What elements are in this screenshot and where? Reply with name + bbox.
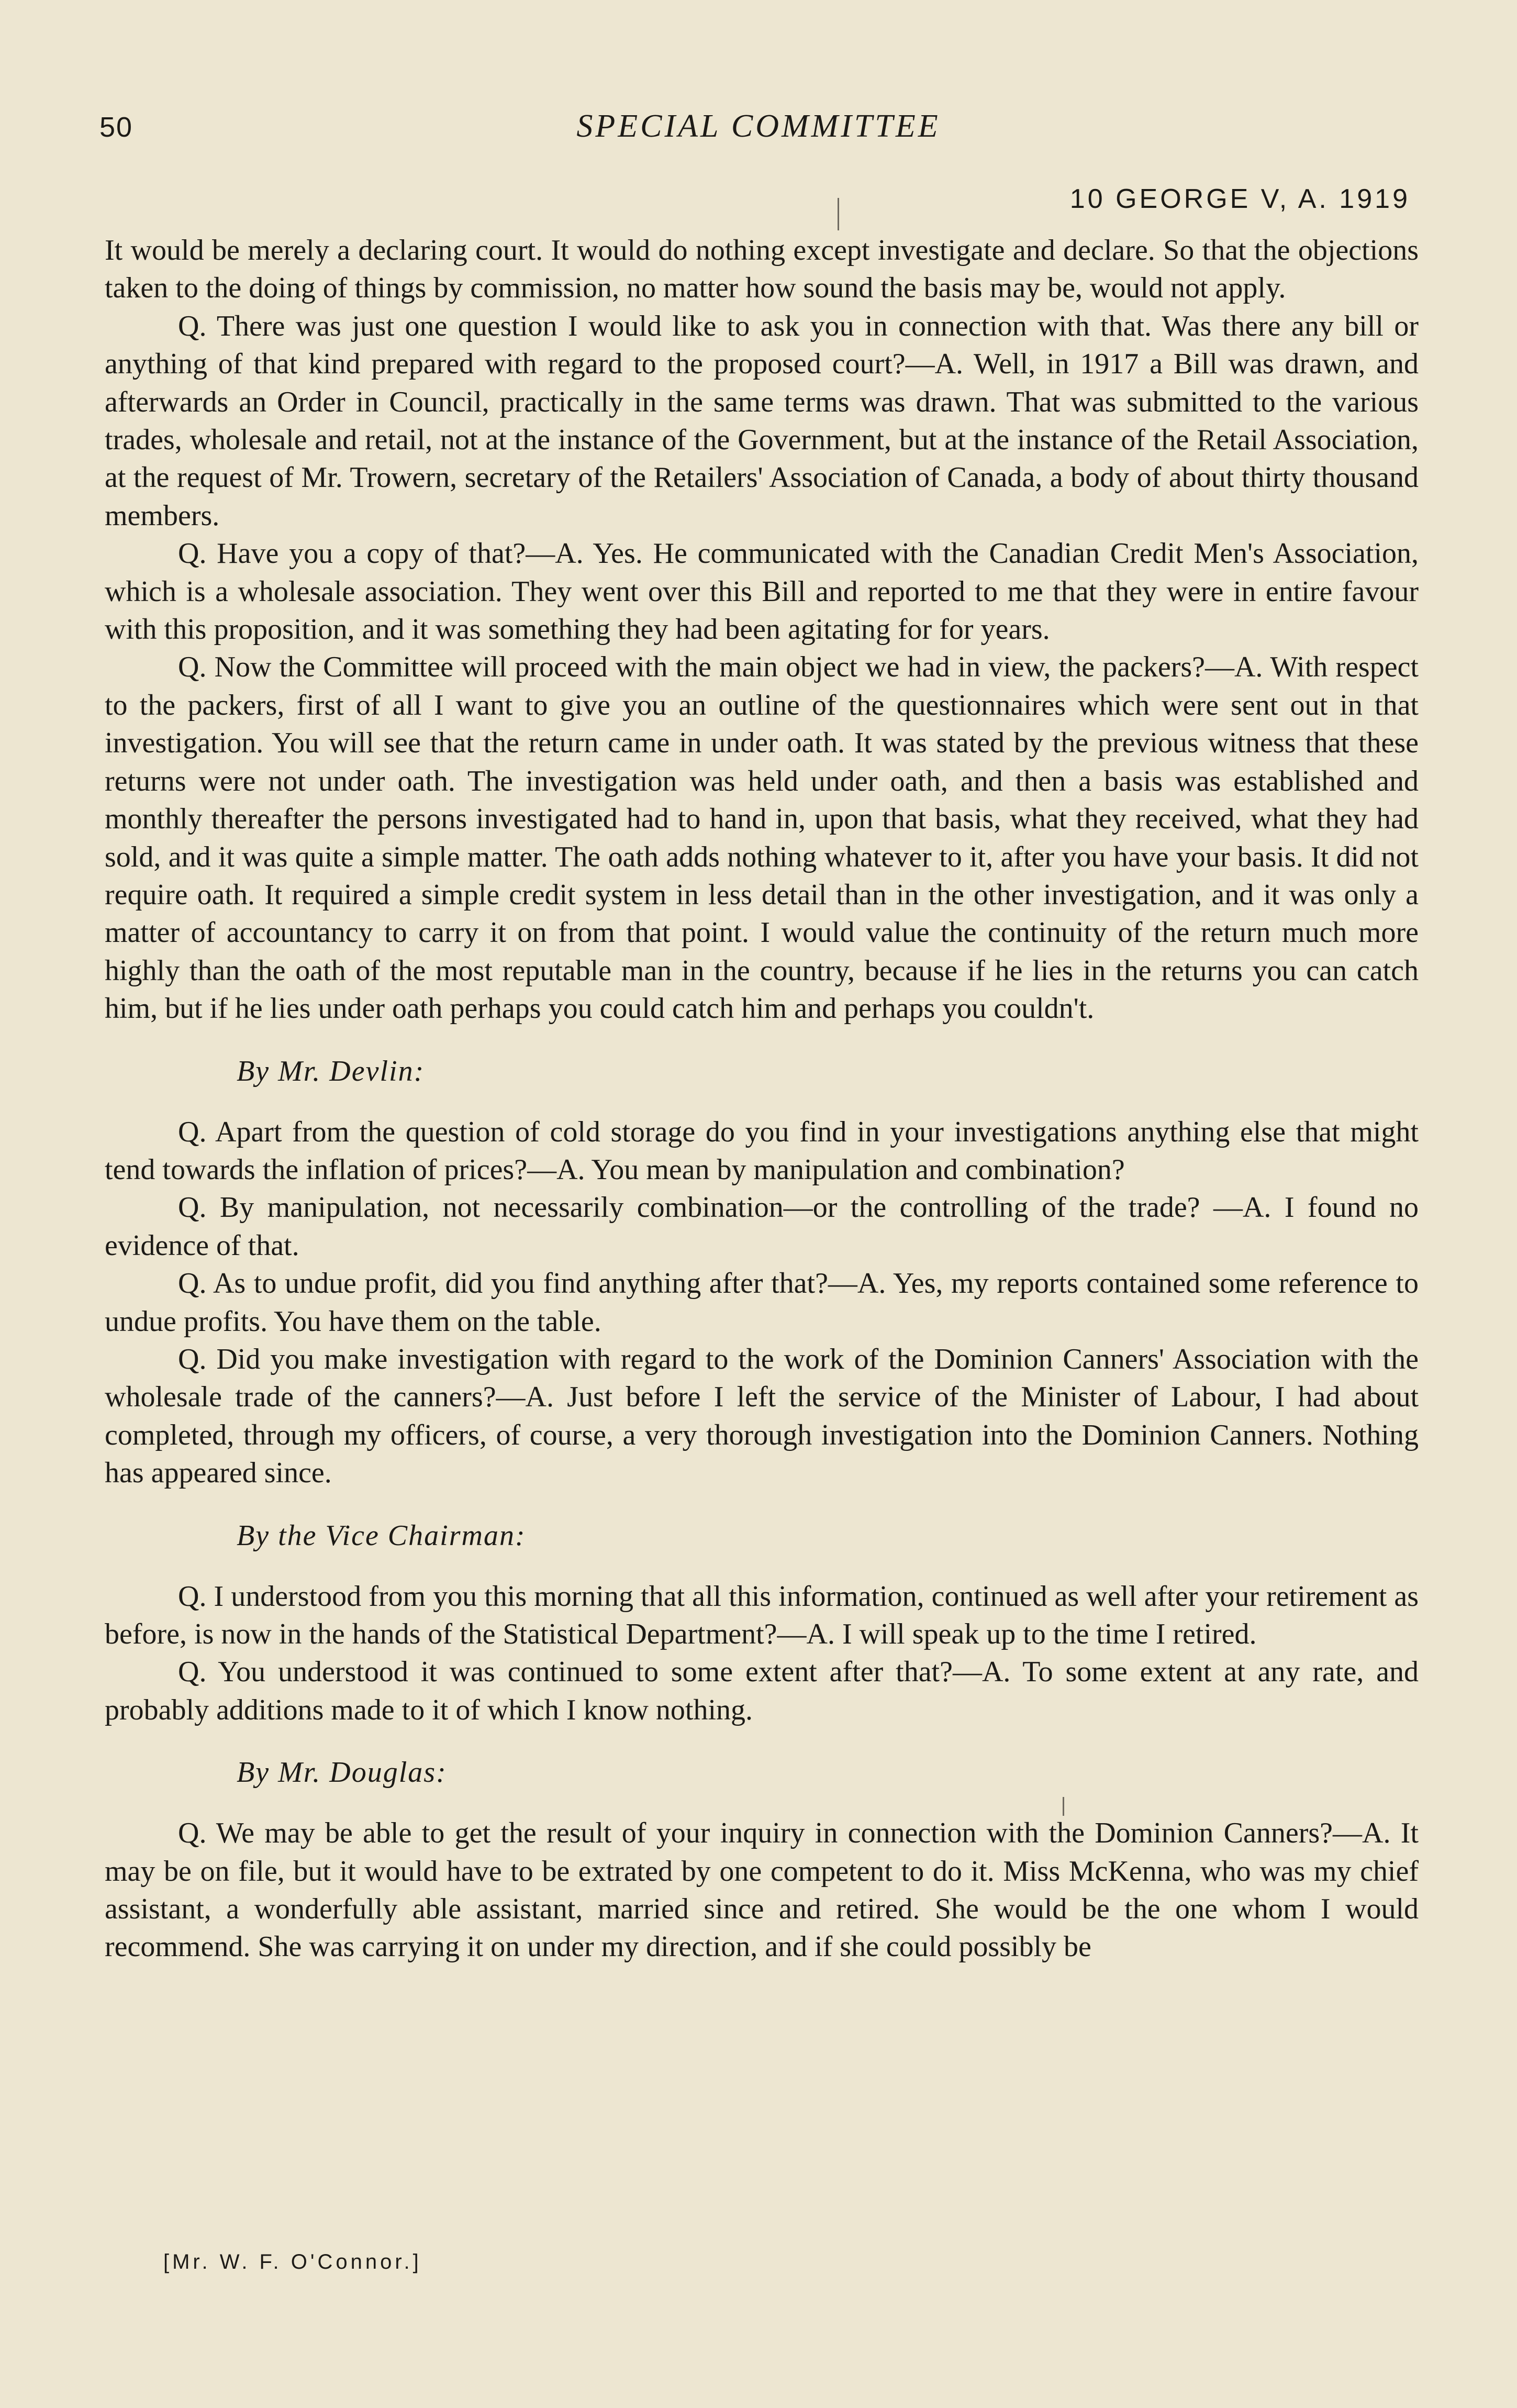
- paragraph: Q. Now the Committee will proceed with the main object we had in view, the packers?—A. With respect to the packers, first of all I want to give you an outline of the questionnaires which were sent out in that investigation. You will see that the return came in under oath. It was stated by the previous witness that these returns were not under oath. The investigation was held under oath, and then a basis was established and monthly thereafter the persons investigated had to hand in, upon that basis, what they received, what they had sold, and it was quite a simple matter. The oath adds nothing whatever to it, after you have your basis. It did not require oath. It required a simple credit system in less detail than in the other investigation, and it was only a matter of accountancy to carry it on from that point. I would value the continuity of the return much more highly than the oath of the most reputable man in the country, because if he lies in the returns you can catch him, but if he lies under oath perhaps you could catch him and perhaps you couldn't.: [105, 651, 1419, 1025]
- running-head: SPECIAL COMMITTEE: [576, 108, 941, 144]
- paragraph: Q. Apart from the question of cold storage do you find in your investigations anything else that might tend towards the inflation of prices?—A. You mean by manipulation and combination?: [105, 1115, 1419, 1186]
- paragraph: Q. Did you make investigation with regard to the work of the Dominion Canners' Association with the wholesale trade of the canners?—A. Just before I left the service of the Minister of Labour, I had about completed, through my officers, of course, a very thorough investigation into the Dominion Canners. Nothing has appeared since.: [105, 1342, 1419, 1490]
- paragraph: Q. By manipulation, not necessarily combination—or the controlling of the trade? —A. I found no evidence of that.: [105, 1191, 1419, 1262]
- page-number: 50: [99, 112, 133, 143]
- paragraph: Q. Have you a copy of that?—A. Yes. He communicated with the Canadian Credit Men's Association, which is a wholesale association. They went over this Bill and reported to me that they were in entire favour with this proposition, and it was something they had been agitating for for years.: [105, 537, 1419, 646]
- body-text: [105, 231, 1419, 1966]
- paragraph: It would be merely a declaring court. It would do nothing except investigate and declare. So that the objections taken to the doing of things by commission, no matter how sound the basis may be, would not apply.: [105, 234, 1419, 305]
- speaker-heading: By Mr. Devlin:: [237, 1055, 425, 1088]
- paragraph: Q. There was just one question I would like to ask you in connection with that. Was there any bill or anything of that kind prepared with regard to the proposed court?—A. Well, in 1917 a Bill was drawn, and afterwards an Order in Council, practically in the same terms was drawn. That was submitted to the various trades, wholesale and retail, not at the instance of the Government, but at the instance of the Retail Association, at the request of Mr. Trowern, secretary of the Retailers' Association of Canada, a body of about thirty thousand members.: [105, 309, 1419, 532]
- paragraph: Q. We may be able to get the result of your inquiry in connection with the Dominion Canners?—A. It may be on file, but it would have to be extrated by one competent to do it. Miss McKenna, who was my chief assistant, a wonderfully able assistant, married since and retired. She would be the one whom I would recommend. She was carrying it on under my direction, and if she could possibly be: [105, 1817, 1419, 1963]
- paragraph: Q. You understood it was continued to some extent after that?—A. To some extent at any rate, and probably additions made to it of which I know nothing.: [105, 1656, 1419, 1726]
- witness-footer: [Mr. W. F. O'Connor.]: [163, 2250, 422, 2273]
- speaker-heading: By Mr. Douglas:: [237, 1756, 447, 1789]
- regnal-year: 10 GEORGE V, A. 1919: [1069, 184, 1410, 214]
- paragraph: Q. I understood from you this morning that all this information, continued as well after your retirement as before, is now in the hands of the Statistical Department?—A. I will speak up to the time I retired.: [105, 1580, 1419, 1650]
- paragraph: Q. As to undue profit, did you find anything after that?—A. Yes, my reports contained some reference to undue profits. You have them on the table.: [105, 1267, 1419, 1338]
- margin-mark-top: [838, 198, 839, 230]
- speaker-heading: By the Vice Chairman:: [237, 1519, 526, 1552]
